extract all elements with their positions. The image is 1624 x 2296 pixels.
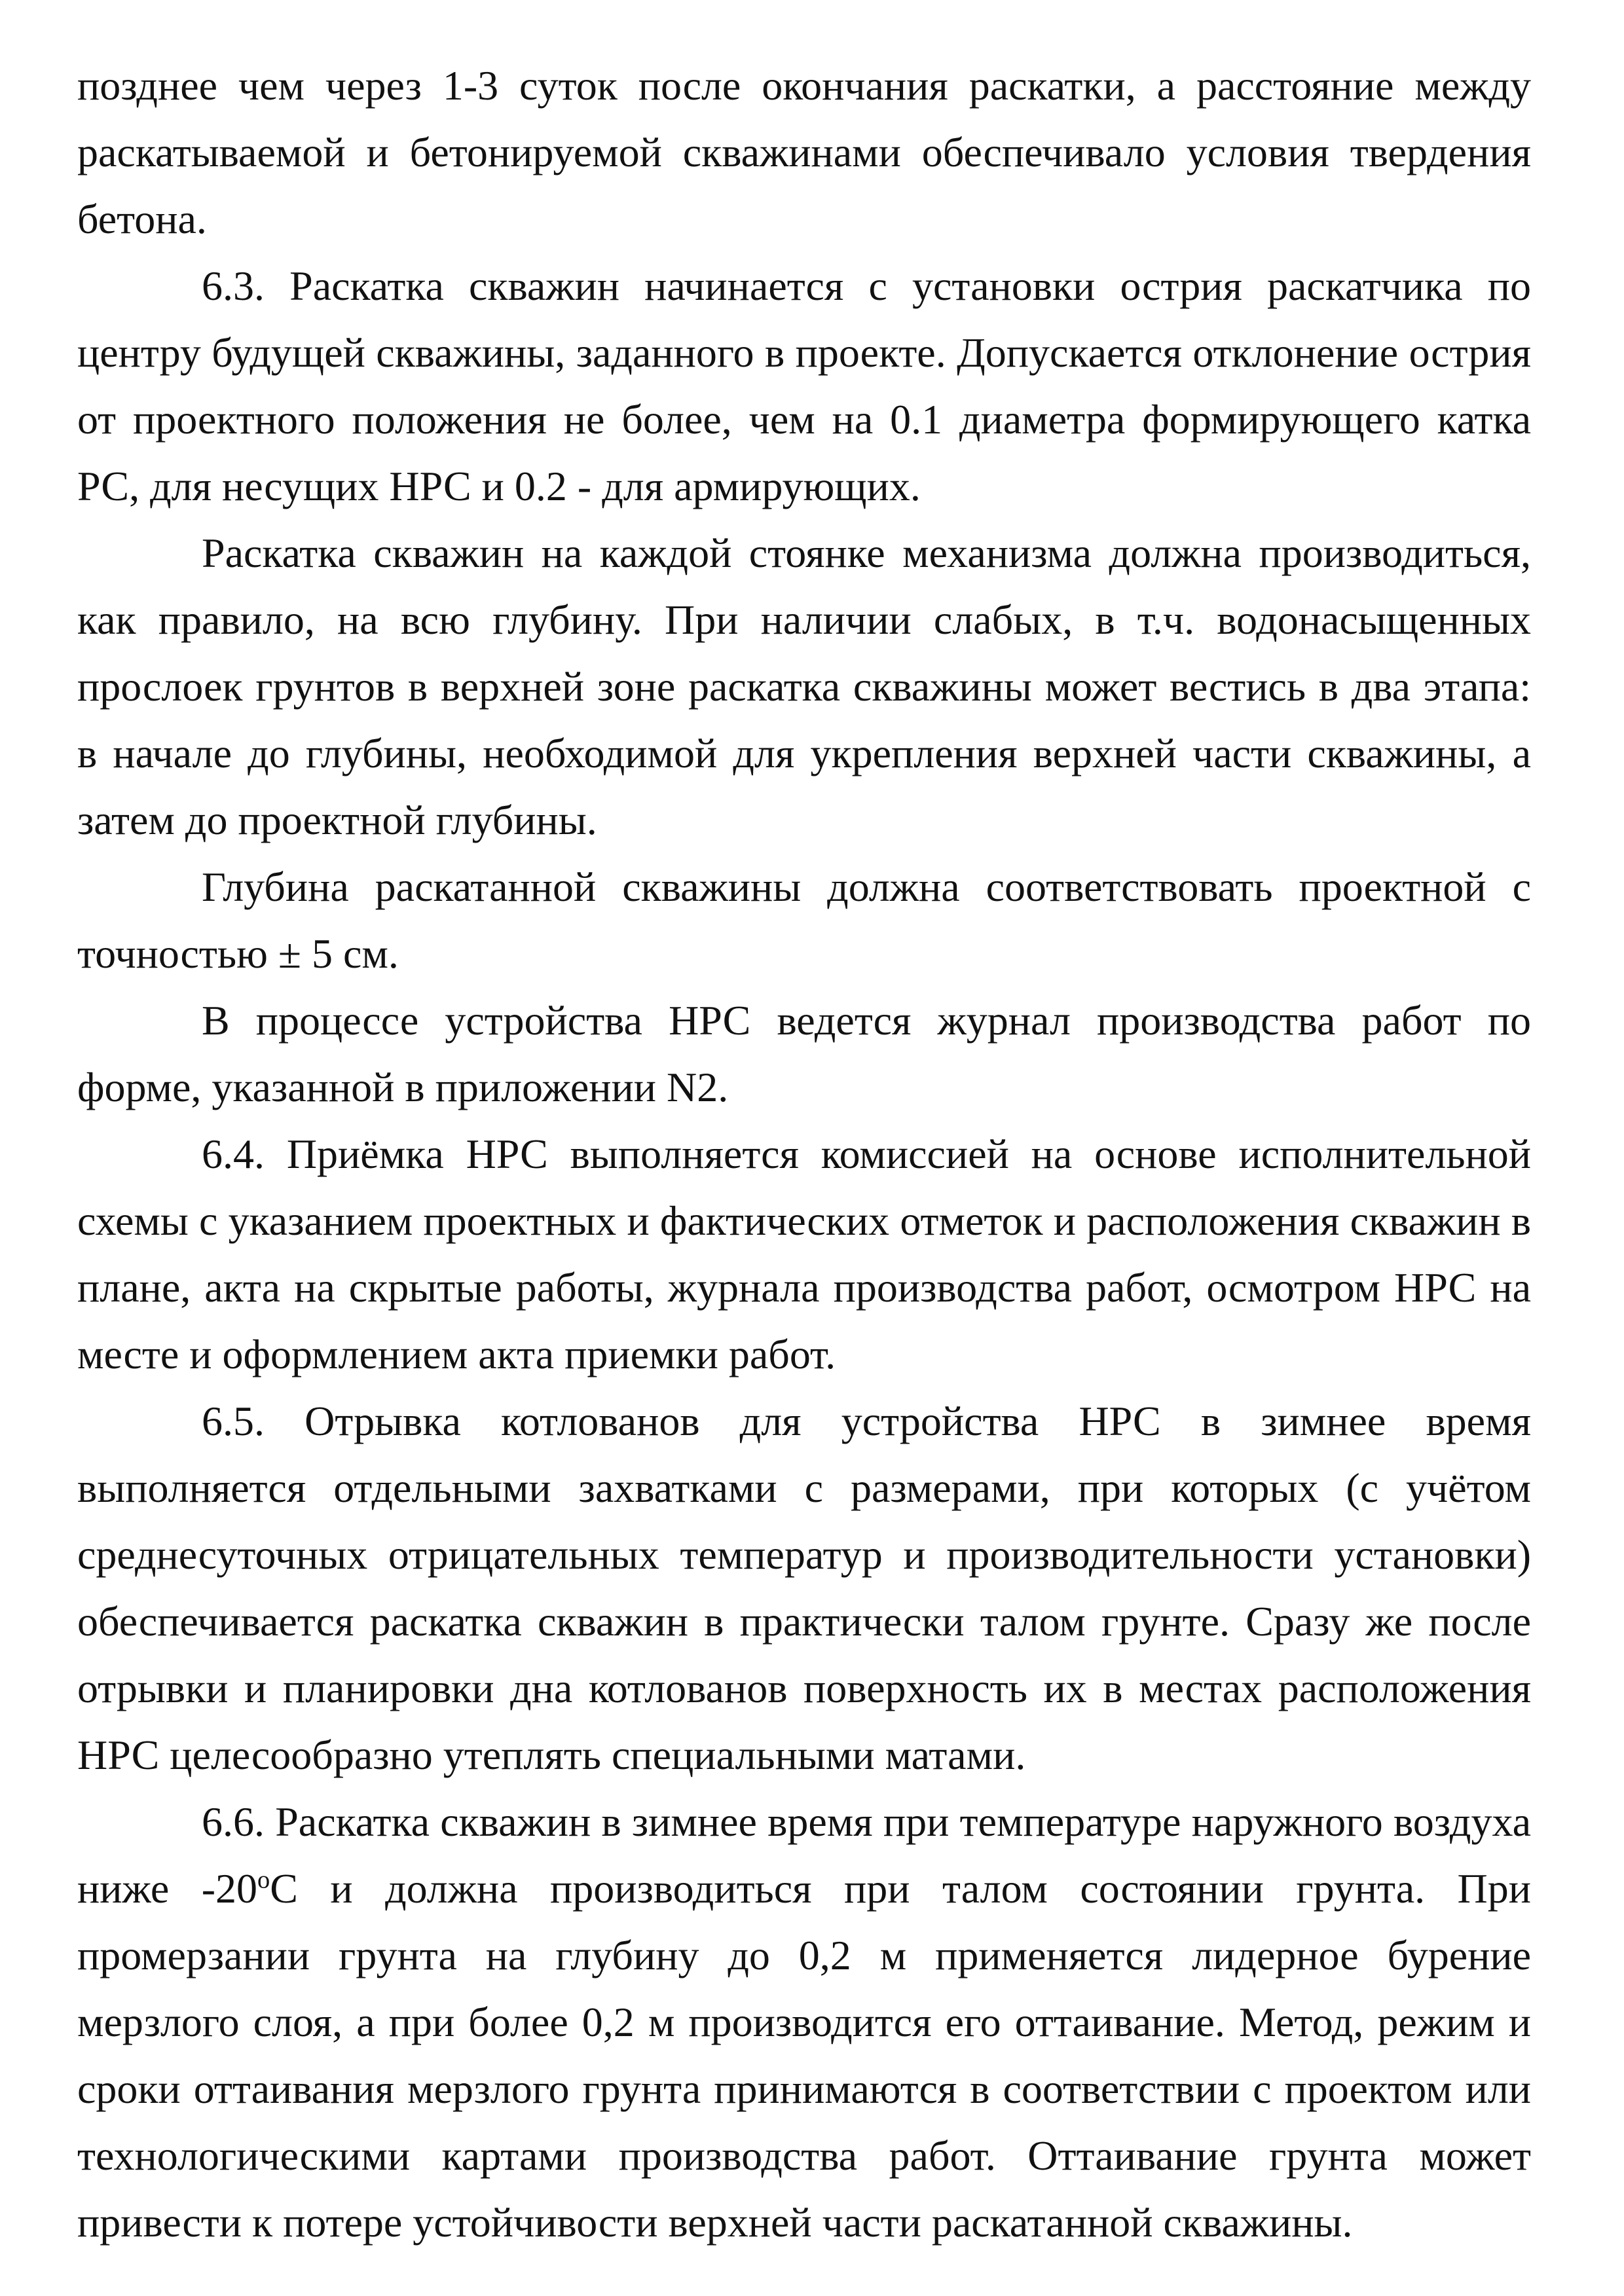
paragraph-6-4: 6.4. Приёмка НРС выполняется комиссией на основе исполнительной схемы с указанием проектных и фактических отметок и расположения скважин в плане, акта на скрытые работы, журнала производства работ, осмотром НРС на месте и оформлением акта приемки работ. — [77, 1131, 1531, 1377]
paragraph-6-6-end: С и должна производиться при талом состоянии грунта. При промерзании грунта на глубину до 0,2 м применяется лидерное бурение мерзлого слоя, а при более 0,2 м производится его оттаивание. Метод, режим и сроки оттаивания мерзлого грунта принимаются в соответствии с проектом или технологическими картами производства работ. Оттаивание грунта может привести к потере устойчивости верхней части раскатанной скважины. — [77, 1865, 1532, 2246]
paragraph-6-5: 6.5. Отрывка котлованов для устройства НРС в зимнее время выполняется отдельными захватками с размерами, при которых (с учётом среднесуточных отрицательных температур и производительности установки) обеспечивается раскатка скважин в практически талом грунте. Сразу же после отрывки и планировки дна котлованов поверхность их в местах расположения НРС целесообразно утеплять специальными матами. — [77, 1398, 1531, 1778]
paragraph-work-log: В процессе устройства НРС ведется журнал производства работ по форме, указанной в приложении N2. — [77, 997, 1531, 1110]
paragraph-6-6-start: 6.6. Раскатка скважин в зимнее время при температуре наружного воздуха ниже -20 — [77, 1798, 1531, 1912]
degree-superscript: о — [257, 1866, 270, 1894]
paragraph-6-3: 6.3. Раскатка скважин начинается с установки острия раскатчика по центру будущей скважины, заданного в проекте. Допускается отклонение острия от проектного положения не более, чем на 0.1 диаметра формирующего катка РС, для несущих НРС и 0.2 - для армирующих. — [77, 263, 1531, 509]
paragraph-continuation: позднее чем через 1-3 суток после окончания раскатки, а расстояние между раскатываемой и бетонируемой скважинами обеспечивало условия твердения бетона. — [77, 62, 1531, 242]
paragraph-rolling-depth: Раскатка скважин на каждой стоянке механизма должна производиться, как правило, на всю глубину. При наличии слабых, в т.ч. водонасыщенных прослоек грунтов в верхней зоне раскатка скважины может вестись в два этапа: в начале до глубины, необходимой для укрепления верхней части скважины, а затем до проектной глубины. — [77, 530, 1531, 843]
paragraph-depth-accuracy: Глубина раскатанной скважины должна соответствовать проектной с точностью ± 5 см. — [77, 864, 1531, 977]
paragraph-6-6 — [77, 1789, 1531, 2256]
document-page — [77, 52, 1531, 2256]
